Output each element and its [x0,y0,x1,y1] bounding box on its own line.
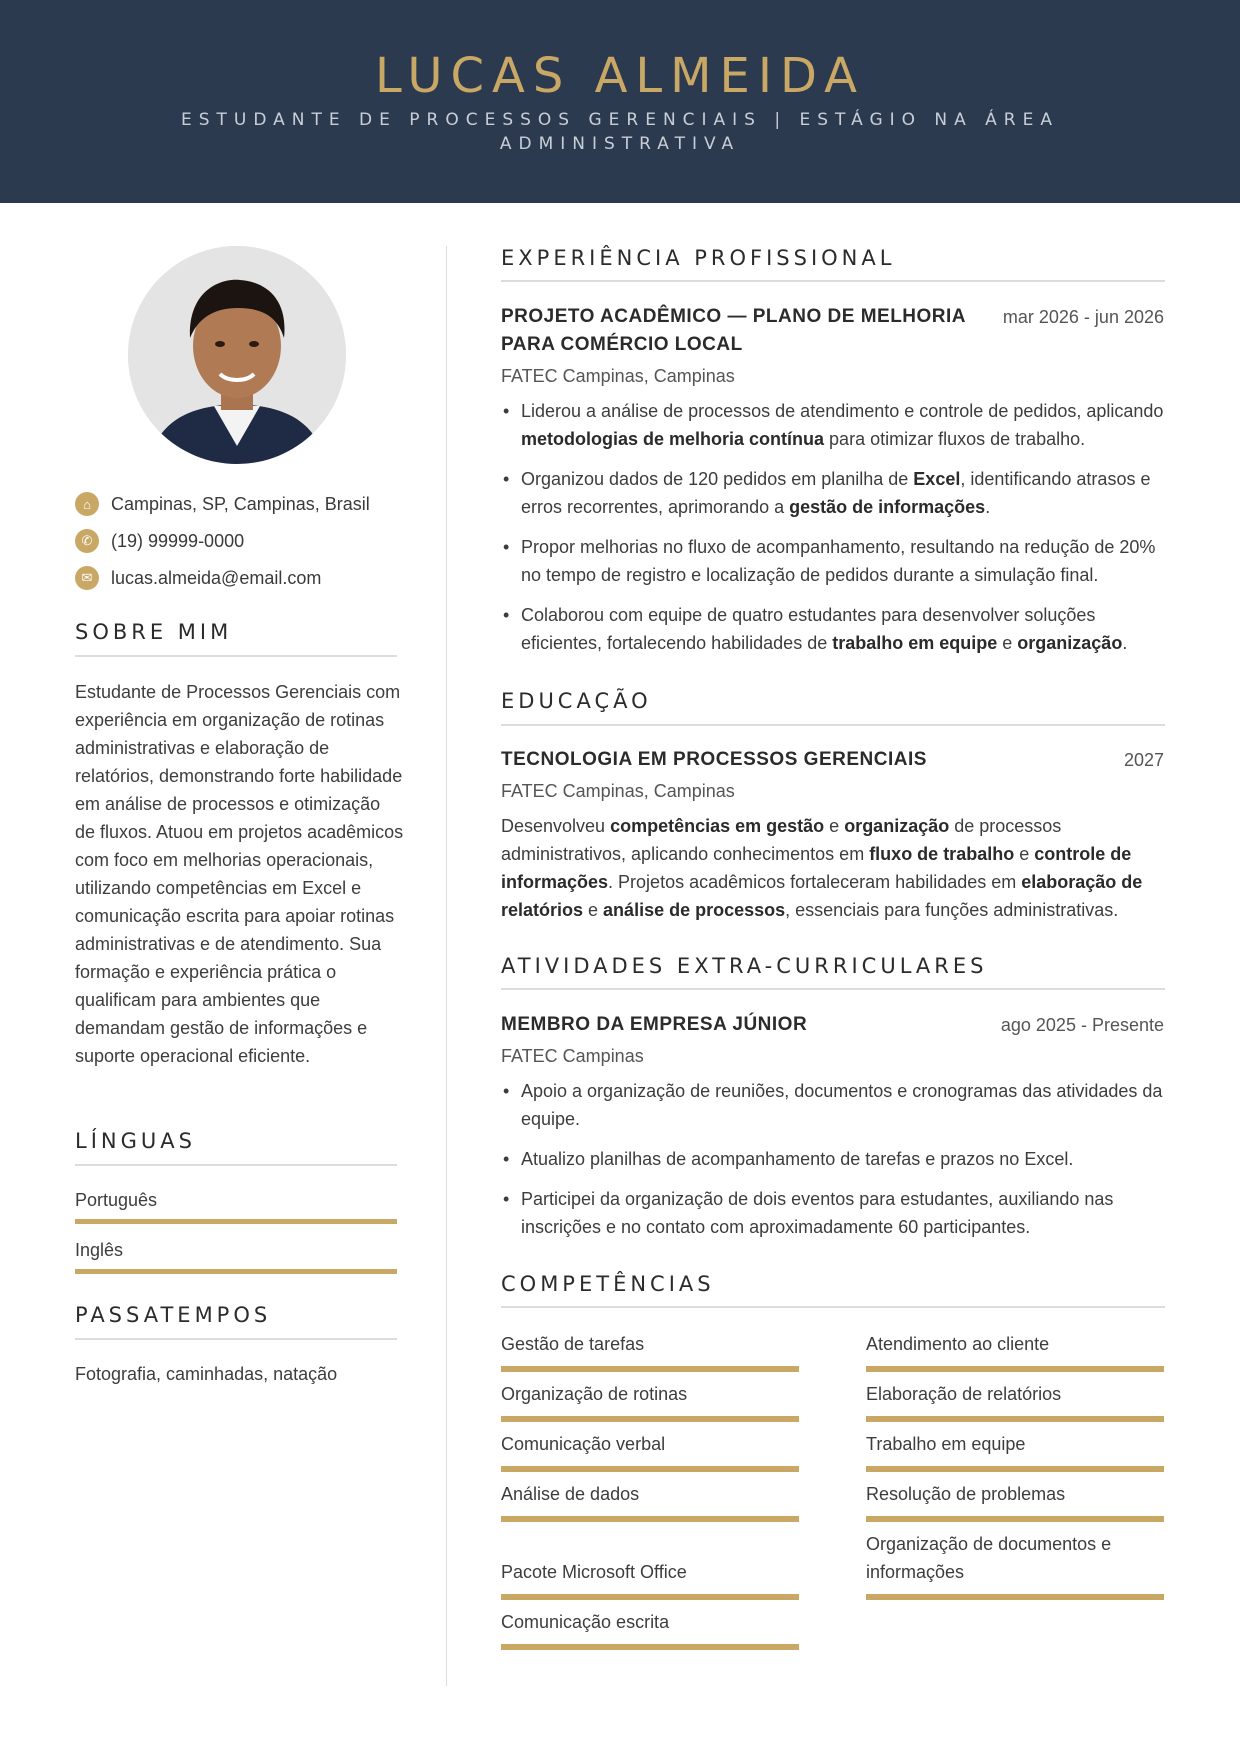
phone-icon: ✆ [75,529,99,553]
activities-rule [501,988,1165,990]
skills-title: COMPETÊNCIAS [501,1272,715,1296]
skill-item: Organização de documentos e informações [866,1530,1164,1600]
skill-item: Comunicação escrita [501,1608,799,1650]
language-level-bar [75,1269,397,1274]
languages-title: LÍNGUAS [75,1129,196,1153]
language-label: Português [75,1190,158,1210]
candidate-subtitle: ESTUDANTE DE PROCESSOS GERENCIAIS | ESTÁGIO NA ÁREA ADMINISTRATIVA [181,110,1059,154]
skill-item: Comunicação verbal [501,1430,799,1472]
phone-text: (19) 99999-0000 [111,530,245,551]
location-text: Campinas, SP, Campinas, Brasil [111,493,370,514]
skill-item: Atendimento ao cliente [866,1330,1164,1372]
job-bullets [501,397,1165,669]
hobbies-title: PASSATEMPOS [75,1303,272,1327]
list-item: • Participei da organização de dois eventos para estudantes, auxiliando nas inscrições e no contato com aproximadamente 60 participantes. [501,1185,1165,1241]
degree-org: FATEC Campinas, Campinas [501,781,735,801]
contact-email [75,564,405,592]
contact-phone [75,527,405,555]
language-label: Inglês [75,1240,124,1260]
email-text[interactable]: lucas.almeida@email.com [111,567,322,588]
skill-item: Elaboração de relatórios [866,1380,1164,1422]
list-item: • Atualizo planilhas de acompanhamento de tarefas e prazos no Excel. [501,1145,1165,1173]
job-date: mar 2026 - jun 2026 [1002,307,1164,327]
degree-description: Desenvolveu competências em gestão e organização de processos administrativos, aplicando conhecimentos em fluxo de trabalho e controle de informações. Projetos acadêmicos fortaleceram habilidades em elaboração de relatórios e análise de processos, essenciais para funções administrativas. [501,816,1143,920]
activity-role: MEMBRO DA EMPRESA JÚNIOR [501,1014,808,1035]
activities-title: ATIVIDADES EXTRA-CURRICULARES [501,954,988,978]
about-text: Estudante de Processos Gerenciais com experiência em organização de rotinas administrativas e elaboração de relatórios, demonstrando forte habilidade em análise de processos e otimização de fluxos. Atuou em projetos acadêmicos com foco em melhorias operacionais, utilizando competências em Excel e comunicação escrita para apoiar rotinas administrativas e de atendimento. Sua formação e experiência prática o qualificam para ambientes que demandam gestão de informações e suporte operacional eficiente. [75,682,404,1066]
experience-title: EXPERIÊNCIA PROFISSIONAL [501,246,896,270]
skill-item: Trabalho em equipe [866,1430,1164,1472]
home-icon: ⌂ [75,492,99,516]
experience-rule [501,280,1165,282]
languages-rule [75,1164,397,1166]
language-level-bar [75,1219,397,1224]
skill-item: Pacote Microsoft Office [501,1558,799,1600]
skill-item: Resolução de problemas [866,1480,1164,1522]
skill-item: Organização de rotinas [501,1380,799,1422]
contact-location [75,490,405,518]
header-banner [0,0,1240,203]
education-rule [501,724,1165,726]
job-title: PROJETO ACADÊMICO — PLANO DE MELHORIA PARA COMÉRCIO LOCAL [501,306,967,355]
skill-item: Análise de dados [501,1480,799,1522]
skills-rule [501,1306,1165,1308]
about-title: SOBRE MIM [75,620,233,644]
hobbies-text: Fotografia, caminhadas, natação [75,1364,338,1384]
list-item: • Liderou a análise de processos de atendimento e controle de pedidos, aplicando metodologias de melhoria contínua para otimizar fluxos de trabalho. [501,397,1165,453]
envelope-icon: ✉ [75,566,99,590]
activity-org: FATEC Campinas [501,1046,644,1066]
education-title: EDUCAÇÃO [501,689,652,713]
activity-date: ago 2025 - Presente [1000,1015,1164,1035]
degree-year: 2027 [1123,750,1164,770]
hobbies-rule [75,1338,397,1340]
job-org: FATEC Campinas, Campinas [501,366,735,386]
skill-item: Gestão de tarefas [501,1330,799,1372]
candidate-name: LUCAS ALMEIDA [375,48,865,104]
degree-title: TECNOLOGIA EM PROCESSOS GERENCIAIS [501,749,927,770]
profile-photo [128,246,346,464]
activity-bullets [501,1077,1165,1253]
list-item: • Colaborou com equipe de quatro estudantes para desenvolver soluções eficientes, fortalecendo habilidades de trabalho em equipe e organização. [501,601,1165,657]
about-rule [75,655,397,657]
list-item: • Apoio a organização de reuniões, documentos e cronogramas das atividades da equipe. [501,1077,1165,1133]
column-divider [446,246,447,1686]
list-item: • Propor melhorias no fluxo de acompanhamento, resultando na redução de 20% no tempo de registro e localização de pedidos durante a simulação final. [501,533,1165,589]
list-item: • Organizou dados de 120 pedidos em planilha de Excel, identificando atrasos e erros recorrentes, aprimorando a gestão de informações. [501,465,1165,521]
